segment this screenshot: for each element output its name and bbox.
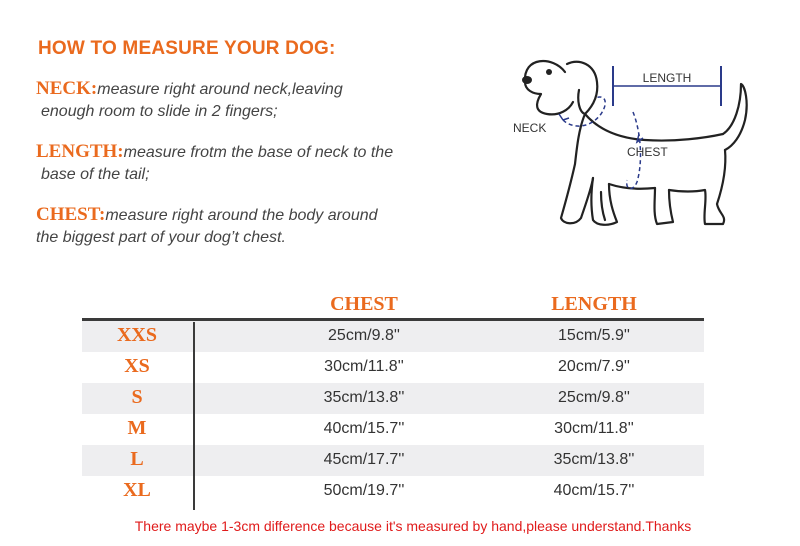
neck-diagram-label: NECK (513, 121, 547, 135)
neck-arrow-icon (559, 114, 569, 120)
dog-measurement-diagram (505, 42, 775, 252)
neck-measure-loop (563, 97, 605, 126)
length-cell: 25cm/9.8'' (558, 389, 630, 406)
size-cell: XL (123, 479, 151, 501)
page-title: HOW TO MEASURE YOUR DOG: (38, 38, 336, 59)
table-column-divider (193, 322, 195, 510)
length-text-line2: base of the tail; (41, 166, 150, 183)
size-cell: XS (124, 355, 150, 377)
length-diagram-label: LENGTH (642, 71, 692, 85)
chest-cell: 45cm/17.7'' (323, 451, 405, 468)
table-row (82, 383, 704, 414)
dog-nose (522, 76, 532, 84)
length-cell: 30cm/11.8'' (554, 420, 634, 437)
length-cell: 15cm/5.9'' (558, 327, 630, 344)
chest-diagram-label: CHEST (627, 145, 668, 159)
length-cell: 35cm/13.8'' (553, 451, 635, 468)
size-cell: L (130, 448, 144, 470)
length-text-line1: measure frotm the base of neck to the (123, 144, 394, 161)
neck-text-line2: enough room to slide in 2 fingers; (41, 103, 278, 120)
size-cell: M (127, 417, 147, 439)
chest-text-line1: measure right around the body around (105, 207, 378, 224)
size-cell: XXS (116, 324, 157, 346)
chest-cell: 25cm/9.8'' (328, 327, 400, 344)
length-cell: 20cm/7.9'' (558, 358, 630, 375)
chest-text-line2: the biggest part of your dog’t chest. (36, 229, 286, 246)
size-cell: S (131, 386, 143, 408)
dog-eye (546, 69, 552, 75)
length-instruction (36, 141, 506, 186)
neck-label: NECK: (36, 78, 98, 99)
chest-cell: 30cm/11.8'' (324, 358, 404, 375)
length-column-header: LENGTH (551, 293, 637, 315)
neck-instruction (36, 78, 506, 123)
table-row (82, 352, 704, 383)
length-label: LENGTH: (36, 141, 124, 162)
chest-cell: 50cm/19.7'' (323, 482, 405, 499)
chest-cell: 40cm/15.7'' (323, 420, 405, 437)
chest-cell: 35cm/13.8'' (323, 389, 405, 406)
neck-text-line1: measure right around neck,leaving (97, 81, 343, 98)
length-cell: 40cm/15.7'' (553, 482, 635, 499)
table-row (82, 476, 704, 507)
table-row (82, 414, 704, 445)
measurement-note: There maybe 1-3cm difference because it's measured by hand,please understand.Thanks (134, 518, 692, 534)
table-row (82, 445, 704, 476)
table-row (82, 321, 704, 352)
size-chart-table (82, 318, 704, 507)
chest-label: CHEST: (36, 204, 106, 225)
chest-instruction (36, 204, 506, 249)
chest-column-header: CHEST (330, 293, 398, 315)
